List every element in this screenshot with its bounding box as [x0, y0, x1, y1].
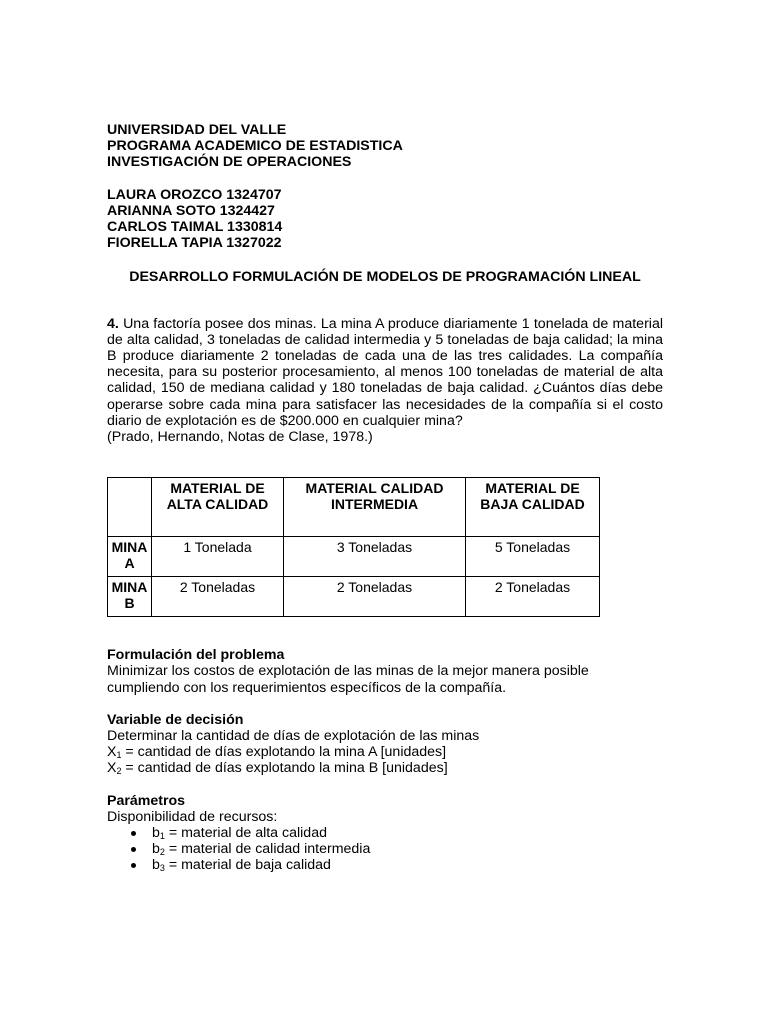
- table-cell: 2 Toneladas: [466, 577, 600, 617]
- variable-item-x1: [107, 744, 663, 760]
- list-item: [131, 825, 663, 841]
- column-header-intermedia: MATERIAL CALIDAD INTERMEDIA: [284, 478, 466, 537]
- table-cell: 1 Tonelada: [152, 537, 284, 577]
- param-symbol: b: [152, 857, 160, 874]
- author-4: FIORELLA TAPIA 1327022: [107, 235, 282, 252]
- variable-symbol: X: [107, 744, 117, 761]
- table-cell: 2 Toneladas: [284, 577, 466, 617]
- header-university: UNIVERSIDAD DEL VALLE: [107, 122, 287, 138]
- table-cell: 2 Toneladas: [152, 577, 284, 617]
- variable-item-x2: [107, 760, 663, 776]
- document-page: [107, 122, 663, 874]
- param-symbol: b: [152, 825, 160, 842]
- param-subscript: 2: [159, 847, 165, 858]
- table-row: [108, 577, 600, 617]
- problem-text: Una factoría posee dos minas. La mina A produce diariamente 1 tonelada de material de alta calidad, 3 toneladas de calidad intermedia y 5 toneladas de baja calidad; la mina B produce diariamente 2 toneladas de cada una de las tres calidades. La compañía necesita, para su posterior procesamiento, al menos 100 toneladas de material de alta calidad, 150 de mediana calidad y 180 toneladas de baja calidad. ¿Cuántos días debe operarse sobre cada mina para satisfacer las necesidades de la compañía si el costo diario de explotación es de $200.000 en cualquier mina?: [107, 315, 663, 429]
- mine-production-table: [107, 477, 600, 617]
- author-3: CARLOS TAIMAL 1330814: [107, 219, 283, 236]
- table-corner-cell: [108, 478, 152, 537]
- variable-intro: Determinar la cantidad de días de explotación de las minas: [107, 728, 480, 745]
- bullet-dot-icon: [131, 831, 136, 836]
- row-header-mina-a: MINA A: [108, 537, 152, 577]
- bullet-dot-icon: [131, 863, 136, 868]
- column-header-baja: MATERIAL DE BAJA CALIDAD: [466, 478, 600, 537]
- table-row: [108, 537, 600, 577]
- param-definition: = material de baja calidad: [164, 857, 331, 874]
- institution-header: [107, 122, 663, 171]
- author-2: ARIANNA SOTO 1324427: [107, 202, 275, 219]
- variable-title: Variable de decisión: [107, 711, 244, 728]
- author-1: LAURA OROZCO 1324707: [107, 186, 282, 203]
- param-symbol: b: [152, 841, 160, 858]
- param-definition: = material de calidad intermedia: [164, 841, 371, 858]
- header-course: INVESTIGACIÓN DE OPERACIONES: [107, 154, 352, 171]
- table-header-row: [108, 478, 600, 537]
- parametros-title: Parámetros: [107, 792, 186, 809]
- table-cell: 5 Toneladas: [466, 537, 600, 577]
- variable-definition: = cantidad de días explotando la mina B [unidades]: [121, 760, 448, 777]
- parametros-list: [107, 825, 663, 874]
- variable-symbol: X: [107, 760, 117, 777]
- parametros-intro: Disponibilidad de recursos:: [107, 808, 278, 825]
- section-formulacion: [107, 647, 663, 696]
- variable-subscript: 1: [116, 750, 122, 761]
- list-item: [131, 841, 663, 857]
- variable-definition: = cantidad de días explotando la mina A [unidades]: [121, 744, 447, 761]
- document-title: DESARROLLO FORMULACIÓN DE MODELOS DE PROGRAMACIÓN LINEAL: [129, 269, 641, 286]
- list-item: [131, 857, 663, 873]
- table-cell: 3 Toneladas: [284, 537, 466, 577]
- formulacion-text: Minimizar los costos de explotación de las minas de la mejor manera posible cumpliendo con los requerimientos específicos de la compañía.: [107, 663, 589, 696]
- param-subscript: 1: [159, 831, 165, 842]
- header-program: PROGRAMA ACADEMICO DE ESTADISTICA: [107, 138, 403, 155]
- param-subscript: 3: [159, 863, 165, 874]
- formulacion-title: Formulación del problema: [107, 647, 285, 664]
- problem-statement: [107, 316, 663, 446]
- section-variable: [107, 712, 663, 777]
- problem-citation: (Prado, Hernando, Notas de Clase, 1978.): [107, 429, 373, 446]
- author-list: [107, 187, 663, 252]
- column-header-alta: MATERIAL DE ALTA CALIDAD: [152, 478, 284, 537]
- section-parametros: [107, 793, 663, 874]
- variable-subscript: 2: [116, 766, 122, 777]
- problem-number: 4.: [107, 315, 119, 332]
- param-definition: = material de alta calidad: [164, 825, 327, 842]
- row-header-mina-b: MINA B: [108, 577, 152, 617]
- bullet-dot-icon: [131, 847, 136, 852]
